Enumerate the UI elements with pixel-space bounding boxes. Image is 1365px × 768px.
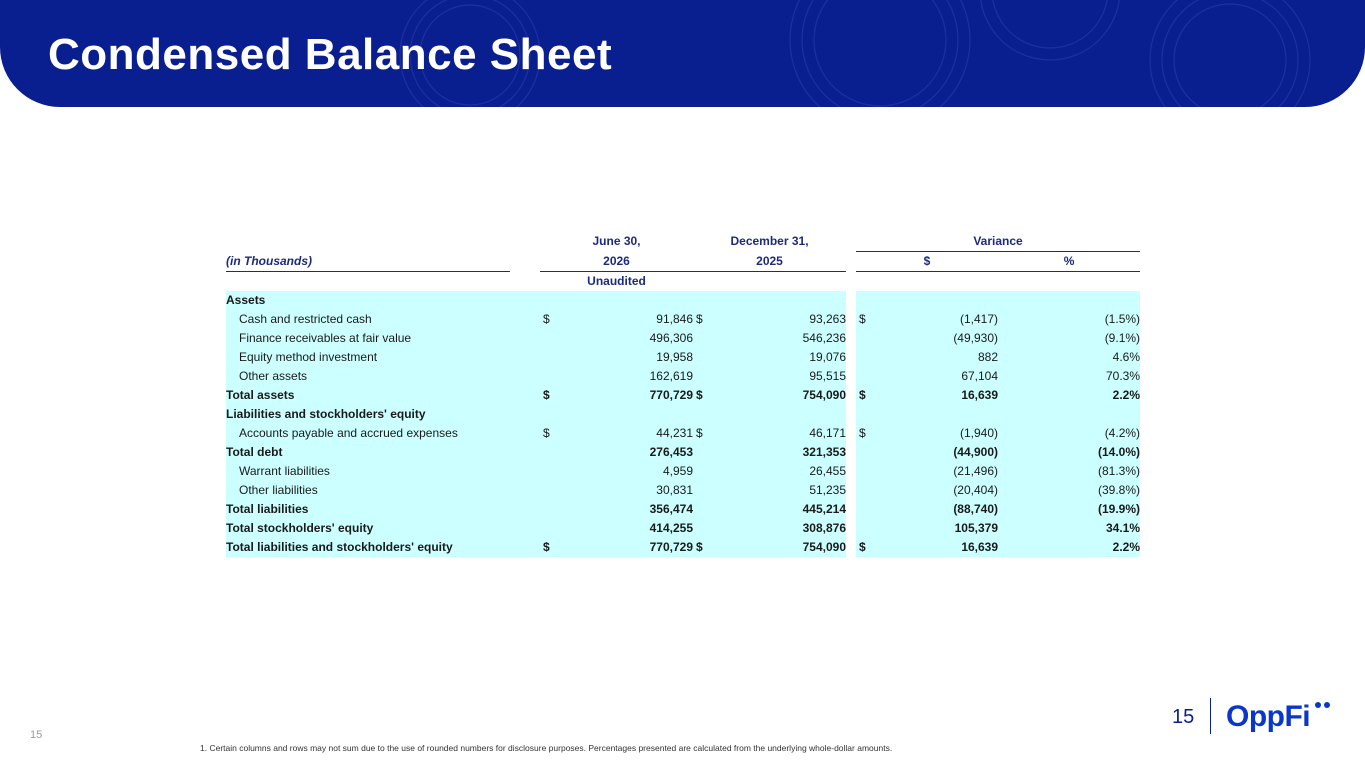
variance-percent: (4.2%) [998,424,1140,443]
december-value: 321,353 [713,443,846,462]
june-value: 4,959 [560,462,693,481]
variance-percent: 4.6% [998,348,1140,367]
december-value: 51,235 [713,481,846,500]
spacer-cell [510,310,540,329]
variance-currency [856,329,876,348]
june-currency [540,481,560,500]
spacer-cell [510,329,540,348]
table-row [226,481,1140,500]
table-row [226,367,1140,386]
december-currency: $ [693,386,713,405]
variance-percent: (81.3%) [998,462,1140,481]
december-currency: $ [693,538,713,557]
june-currency: $ [540,310,560,329]
empty-cell [693,291,713,310]
variance-dollar-header: $ [856,252,998,272]
variance-percent: (9.1%) [998,329,1140,348]
spacer-cell [510,386,540,405]
december-currency [693,462,713,481]
page-title: Condensed Balance Sheet [48,30,613,79]
june-value: 19,958 [560,348,693,367]
empty-cell [560,405,693,424]
june-value: 91,846 [560,310,693,329]
row-label: Cash and restricted cash [226,310,510,329]
row-label: Total assets [226,386,510,405]
row-label: Total debt [226,443,510,462]
june-value: 44,231 [560,424,693,443]
december-value: 754,090 [713,386,846,405]
spacer-cell [846,462,856,481]
spacer-cell [510,443,540,462]
december-value: 546,236 [713,329,846,348]
variance-currency [856,367,876,386]
spacer-cell [846,367,856,386]
december-value: 46,171 [713,424,846,443]
variance-value: 105,379 [876,519,998,538]
spacer-cell [846,348,856,367]
spacer-cell [510,424,540,443]
june-value: 770,729 [560,538,693,557]
balance-sheet-table [226,232,1140,557]
section-row [226,291,1140,310]
june-currency [540,443,560,462]
spacer-cell [846,481,856,500]
variance-currency [856,348,876,367]
variance-header: Variance [856,232,1140,252]
june-value: 356,474 [560,500,693,519]
spacer-cell [510,519,540,538]
variance-currency [856,462,876,481]
variance-value: 16,639 [876,386,998,405]
spacer-cell [510,538,540,557]
december-value: 754,090 [713,538,846,557]
variance-value: (49,930) [876,329,998,348]
june-value: 30,831 [560,481,693,500]
variance-percent: (1.5%) [998,310,1140,329]
june-currency [540,462,560,481]
december-currency: $ [693,310,713,329]
variance-currency [856,481,876,500]
june-value: 414,255 [560,519,693,538]
header-row-3 [226,272,1140,292]
row-label: Total stockholders' equity [226,519,510,538]
june-currency [540,519,560,538]
table-row [226,443,1140,462]
variance-value: 67,104 [876,367,998,386]
empty-cell [510,405,540,424]
units-label: (in Thousands) [226,252,510,272]
spacer-cell [510,367,540,386]
june-value: 496,306 [560,329,693,348]
section-row [226,405,1140,424]
table-row [226,462,1140,481]
spacer-cell [846,538,856,557]
unaudited-label: Unaudited [587,274,646,288]
spacer-cell [846,424,856,443]
december-currency: $ [693,424,713,443]
december-value: 26,455 [713,462,846,481]
variance-currency: $ [856,386,876,405]
variance-percent: (19.9%) [998,500,1140,519]
table-row [226,310,1140,329]
december-currency [693,500,713,519]
table-row [226,348,1140,367]
row-label: Accounts payable and accrued expenses [226,424,510,443]
col1-header-line1: June 30, [592,234,641,249]
variance-currency [856,519,876,538]
table-row [226,538,1140,557]
empty-cell [998,291,1140,310]
spacer-cell [846,500,856,519]
oppfi-logo: OppFi [1226,700,1311,733]
variance-currency: $ [856,538,876,557]
page-number: 15 [1172,706,1195,728]
variance-value: (21,496) [876,462,998,481]
variance-percent: 2.2% [998,386,1140,405]
variance-value: 882 [876,348,998,367]
table-row [226,519,1140,538]
variance-currency: $ [856,424,876,443]
june-value: 276,453 [560,443,693,462]
june-currency [540,348,560,367]
col1-header-line2: 2026 [540,252,693,272]
footer-divider [1210,698,1211,734]
row-label: Equity method investment [226,348,510,367]
variance-percent: (14.0%) [998,443,1140,462]
empty-cell [540,291,560,310]
empty-cell [693,405,713,424]
december-currency [693,481,713,500]
december-currency [693,348,713,367]
row-label: Other assets [226,367,510,386]
empty-cell [713,291,846,310]
spacer-cell [510,481,540,500]
table-row [226,329,1140,348]
variance-currency: $ [856,310,876,329]
june-currency: $ [540,424,560,443]
june-currency: $ [540,538,560,557]
spacer-cell [846,310,856,329]
december-value: 95,515 [713,367,846,386]
empty-cell [846,405,856,424]
variance-currency [856,443,876,462]
empty-cell [856,405,876,424]
spacer-cell [846,329,856,348]
december-value: 93,263 [713,310,846,329]
header-row-1 [226,232,1140,252]
section-label: Assets [226,291,510,310]
table-row [226,424,1140,443]
december-currency [693,443,713,462]
december-currency [693,329,713,348]
december-currency [693,519,713,538]
june-value: 770,729 [560,386,693,405]
row-label: Total liabilities [226,500,510,519]
spacer-cell [846,443,856,462]
empty-cell [510,291,540,310]
variance-value: (20,404) [876,481,998,500]
variance-value: (1,940) [876,424,998,443]
june-currency [540,367,560,386]
empty-cell [876,291,998,310]
december-value: 19,076 [713,348,846,367]
spacer-cell [510,462,540,481]
variance-value: (44,900) [876,443,998,462]
variance-value: (1,417) [876,310,998,329]
variance-currency [856,500,876,519]
spacer-cell [846,519,856,538]
december-value: 445,214 [713,500,846,519]
empty-cell [998,405,1140,424]
col2-header-line2: 2025 [693,252,846,272]
june-value: 162,619 [560,367,693,386]
section-label: Liabilities and stockholders' equity [226,405,510,424]
table-row [226,500,1140,519]
variance-percent: 70.3% [998,367,1140,386]
row-label: Total liabilities and stockholders' equity [226,538,510,557]
spacer-cell [846,386,856,405]
variance-value: 16,639 [876,538,998,557]
row-label: Finance receivables at fair value [226,329,510,348]
title-banner [0,0,1365,107]
logo-dots-icon [1313,700,1333,712]
december-currency [693,367,713,386]
june-currency [540,329,560,348]
spacer-cell [510,348,540,367]
row-label: Warrant liabilities [226,462,510,481]
empty-cell [876,405,998,424]
variance-percent: 34.1% [998,519,1140,538]
variance-pct-header: % [998,252,1140,272]
empty-cell [560,291,693,310]
empty-cell [856,291,876,310]
footnote: 1. Certain columns and rows may not sum due to the use of rounded numbers for disclosure purposes. Percentages presented are calculated from the underlying whole-dollar amounts. [200,743,893,753]
spacer-cell [510,500,540,519]
page-number-small: 15 [30,729,43,741]
variance-percent: 2.2% [998,538,1140,557]
december-value: 308,876 [713,519,846,538]
header-row-2 [226,252,1140,272]
variance-percent: (39.8%) [998,481,1140,500]
variance-value: (88,740) [876,500,998,519]
june-currency [540,500,560,519]
june-currency: $ [540,386,560,405]
table-row [226,386,1140,405]
empty-cell [846,291,856,310]
row-label: Other liabilities [226,481,510,500]
col2-header-line1: December 31, [730,234,809,249]
empty-cell [540,405,560,424]
empty-cell [713,405,846,424]
